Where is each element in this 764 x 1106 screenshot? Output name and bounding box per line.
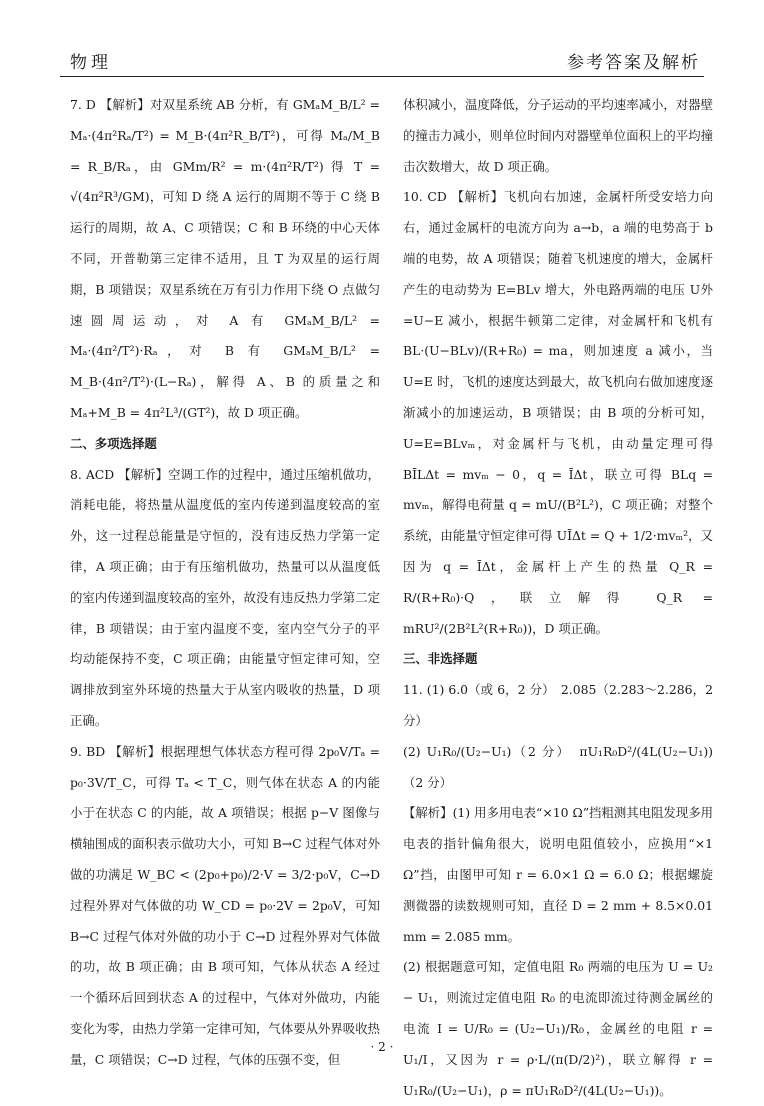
answer-10: 10. CD 【解析】飞机向右加速，金属杆所受安培力向右，通过金属杆的电流方向为 a→b，a 端的电势高于 b 端的电势，故 A 项错误；随着飞机速度的增大，金属杆产生的电动势为 E=BLv 增大，外电路两端的电压 U外=U−E 减小，根据牛顿第二定律，对金属杆和飞机有 BL·(U−BLv)/(R+R₀) = ma，则加速度 a 减小，当 U=E 时，飞机的速度达到最大，故飞机向右做加速度逐渐减小的加速运动，B 项错误；由 B 项的分析可知，U=E=BLvₘ，对金属杆与飞机，由动量定理可得 BĪLΔt = mvₘ − 0，q = ĪΔt，联立可得 BLq = mvₘ，解得电荷量 q = mU/(B²L²)，C 项正确；对整个系统，由能量守恒定律可得 UĪΔt = Q + 1/2·mvₘ²，又因为 q = ĪΔt，金属杆上产生的热量 Q_R = R/(R+R₀)·Q，联立解得 Q_R = mRU²/(2B²L²(R+R₀))，D 项正确。 [403,189,713,636]
section-heading-non-choice: 三、非选择题 [403,651,478,667]
section-heading-multiple-choice: 二、多项选择题 [70,435,157,451]
answer-11-part-2: (2) U₁R₀/(U₂−U₁)（2 分） πU₁R₀D²/(4L(U₂−U₁))（2 分） [403,743,713,790]
answer-9-continued: 体积减小，温度降低，分子运动的平均速率减小，对器壁的撞击力减小，则单位时间内对器壁单位面积上的平均撞击次数增大，故 D 项正确。 [403,97,713,174]
answer-11-analysis-1: 【解析】(1) 用多用电表“×10 Ω”挡粗测其电阻发现多用电表的指针偏角很大，说明电阻值较小，应换用“×1 Ω”挡，由图甲可知 r = 6.0×1 Ω = 6.0 Ω；根据螺旋测微器的读数规则可知，直径 D = 2 mm + 8.5×0.01 mm = 2.085 mm。 [403,805,713,944]
page-number: · 2 · [370,1040,394,1054]
section-title: 参考答案及解析 [567,53,700,73]
answer-11-part-1: 11. (1) 6.0（或 6，2 分） 2.085（2.283～2.286，2 分） [403,682,713,728]
answer-7: 7. D 【解析】对双星系统 AB 分析，有 GMₐM_B/L² = Mₐ·(4π²Rₐ/T²) = M_B·(4π²R_B/T²)，可得 Mₐ/M_B = R_B/Rₐ，由 GMm/R² = m·(4π²R/T²) 得 T = √(4π²R³/GM)，可知 D 绕 A 运行的周期不等于 C 绕 B 运行的周期，故 A、C 项错误；C 和 B 环绕的中心天体不同，开普勒第三定律不适用，且 T 为双星的运行周期，B 项错误；双星系统在万有引力作用下绕 O 点做匀速圆周运动，对 A 有 GMₐM_B/L² = Mₐ·(4π²/T²)·Rₐ，对 B 有 GMₐM_B/L² = M_B·(4π²/T²)·(L−Rₐ)，解得 A、B 的质量之和 Mₐ+M_B = 4π²L³/(GT²)，故 D 项正确。 [70,97,380,420]
answer-9: 9. BD 【解析】根据理想气体状态方程可得 2p₀V/Tₐ = p₀·3V/T_C，可得 Tₐ < T_C，则气体在状态 A 的内能小于在状态 C 的内能，故 A 项错误；根据 p−V 图像与横轴围成的面积表示做功大小，可知 B→C 过程气体对外做的功满足 W_BC < (2p₀+p₀)/2·V = 3/2·p₀V，C→D 过程外界对气体做的功 W_CD = p₀·2V = 2p₀V，可知 B→C 过程气体对外做的功小于 C→D 过程外界对气体做的功，故 B 项正确；由 B 项可知，气体从状态 A 经过一个循环后回到状态 A 的过程中，气体对外做功，内能变化为零，由热力学第一定律可知，气体要从外界吸收热量，C 项错误；C→D 过程，气体的压强不变，但 [70,743,380,1067]
answer-8: 8. ACD 【解析】空调工作的过程中，通过压缩机做功，消耗电能，将热量从温度低的室内传递到温度较高的室外，这一过程总能量是守恒的，没有违反热力学第一定律，A 项正确；由于有压缩机做功，热量可以从温度低的室内传递到温度较高的室外，故没有违反热力学第二定律，B 项错误；由于室内温度不变，室内空气分子的平均动能保持不变，C 项正确；由能量守恒定律可知，空调排放到室外环境的热量大于从室内吸收的热量，D 项正确。 [70,466,380,728]
left-column [70,90,380,1076]
page-header [60,40,704,77]
right-column [403,90,713,1106]
subject-title: 物理 [70,53,112,73]
answer-11-analysis-2: (2) 根据题意可知，定值电阻 R₀ 两端的电压为 U = U₂ − U₁，则流过定值电阻 R₀ 的电流即流过待测金属丝的电流 I = U/R₀ = (U₂−U₁)/R₀，金属丝的电阻 r = U₁/I，又因为 r = ρ·L/(π(D/2)²)，联立解得 r = U₁R₀/(U₂−U₁)，ρ = πU₁R₀D²/(4L(U₂−U₁))。 [403,959,713,1098]
